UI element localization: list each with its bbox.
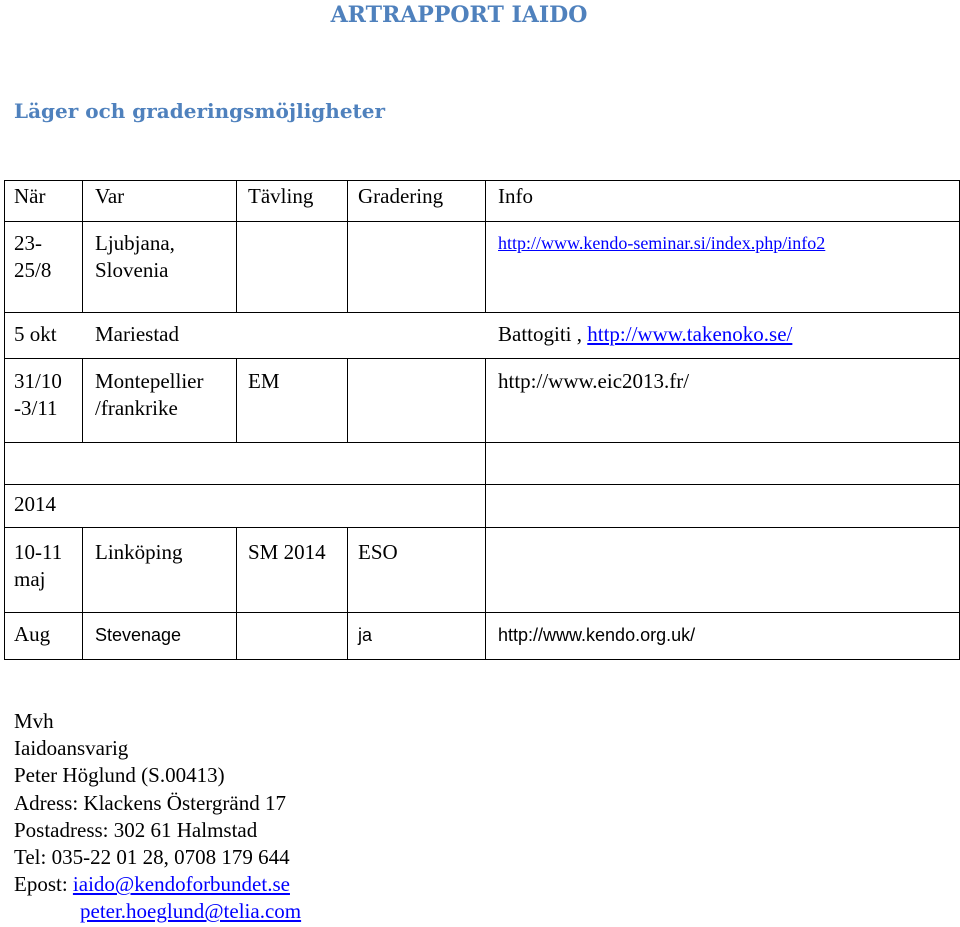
col-divider-3 [347, 180, 348, 312]
row3-where-line2: /frankrike [95, 396, 178, 420]
email-link-kendoforbundet[interactable]: iaido@kendoforbundet.se [72, 872, 290, 897]
col-divider-4 [485, 180, 486, 312]
table-border-row1 [4, 312, 960, 313]
year-label: 2014 [14, 492, 56, 516]
section-heading: Läger och graderingsmöjligheter [14, 99, 386, 123]
row4-when-line1: 10-11 [14, 540, 63, 564]
row5-info: http://www.kendo.org.uk/ [498, 625, 696, 645]
col-divider-1 [82, 180, 83, 312]
table-border-spacer [4, 484, 960, 485]
header-grading: Gradering [358, 184, 444, 208]
document-title: ARTRAPPORT IAIDO [330, 2, 588, 28]
col-divider-2 [236, 527, 237, 660]
signature-role: Iaidoansvarig [14, 736, 129, 761]
signature-name: Peter Höglund (S.00413) [14, 763, 225, 788]
row3-when-line2: -3/11 [14, 396, 58, 420]
row1-when-line2: 25/8 [14, 258, 52, 282]
header-info: Info [498, 184, 533, 208]
row4-grading: ESO [358, 540, 398, 564]
row2-when: 5 okt [14, 322, 57, 346]
table-border-row2 [4, 358, 960, 359]
col-divider-1 [82, 358, 83, 442]
row5-grading: ja [358, 625, 373, 645]
row3-competition: EM [248, 369, 280, 393]
col-divider-4 [485, 442, 486, 660]
header-where: Var [95, 184, 125, 208]
col-divider-2 [236, 180, 237, 312]
signature-greeting: Mvh [14, 709, 54, 733]
row2-where: Mariestad [95, 322, 179, 346]
row1-where-line2: Slovenia [95, 258, 169, 282]
col-divider-3 [347, 527, 348, 660]
table-border-year [4, 527, 960, 528]
row1-info-link[interactable]: http://www.kendo-seminar.si/index.php/info2 [498, 233, 826, 253]
row5-when: Aug [14, 622, 51, 646]
row3-when-line1: 31/10 [14, 369, 62, 393]
col-divider-4 [485, 358, 486, 442]
row3-where-line1: Montepellier [95, 369, 204, 393]
col-divider-2 [236, 358, 237, 442]
header-when: När [14, 184, 46, 208]
row2-info [498, 321, 792, 348]
header-competition: Tävling [248, 184, 314, 208]
table-border-bottom [4, 659, 960, 660]
signature-postal: Postadress: 302 61 Halmstad [14, 817, 258, 842]
table-border-row3 [4, 442, 960, 443]
row2-info-prefix: Battogiti , [498, 322, 582, 346]
row5-where: Stevenage [95, 625, 182, 645]
email-link-telia[interactable]: peter.hoeglund@telia.com [80, 899, 302, 924]
col-divider-3 [347, 358, 348, 442]
row2-info-link[interactable]: http://www.takenoko.se/ [587, 322, 793, 346]
row4-competition: SM 2014 [248, 540, 326, 564]
row1-when-line1: 23- [14, 231, 42, 255]
table-border-row4 [4, 612, 960, 613]
signature-address: Adress: Klackens Östergränd 17 [14, 790, 286, 815]
row3-info: http://www.eic2013.fr/ [498, 369, 690, 393]
signature-email-label: Epost: [14, 872, 68, 897]
table-border-left [4, 180, 5, 660]
signature-email-row [14, 871, 301, 898]
row4-where: Linköping [95, 540, 183, 564]
signature-phone: Tel: 035-22 01 28, 0708 179 644 [14, 845, 290, 870]
signature-email-row-2 [14, 898, 301, 925]
row4-when-line2: maj [14, 567, 46, 591]
signature-block [14, 708, 301, 926]
table-border-header [4, 221, 960, 222]
col-divider-1 [82, 527, 83, 660]
row1-where-line1: Ljubjana, [95, 231, 175, 255]
table-border-top [4, 180, 960, 181]
